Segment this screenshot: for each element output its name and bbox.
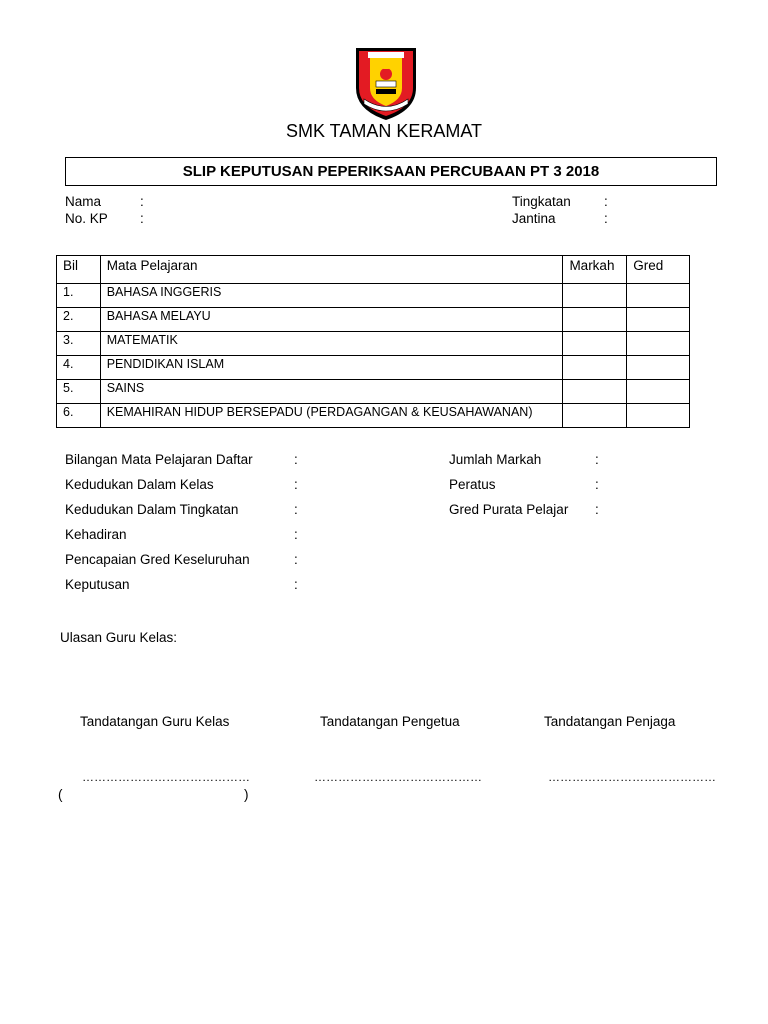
sign-line-guru-kelas: ……………………………………	[82, 770, 250, 784]
sign-penjaga-label: Tandatangan Penjaga	[544, 714, 676, 729]
summary-pencapaian-label: Pencapaian Gred Keseluruhan	[65, 552, 250, 567]
summary-gred-purata-label: Gred Purata Pelajar	[449, 502, 569, 517]
name-paren-close: )	[244, 787, 249, 802]
row-gred	[627, 332, 690, 356]
row-bil: 5.	[57, 380, 101, 404]
table-row	[57, 332, 690, 356]
tingkatan-colon: :	[604, 194, 608, 209]
nama-colon: :	[140, 194, 144, 209]
summary-peratus-label: Peratus	[449, 477, 496, 492]
row-subject: PENDIDIKAN ISLAM	[100, 356, 563, 380]
row-subject: MATEMATIK	[100, 332, 563, 356]
sign-line-pengetua: ……………………………………	[314, 770, 482, 784]
row-bil: 2.	[57, 308, 101, 332]
row-markah	[563, 284, 627, 308]
row-gred	[627, 308, 690, 332]
jantina-label: Jantina	[512, 211, 556, 226]
name-paren-open: (	[58, 787, 63, 802]
ulasan-label: Ulasan Guru Kelas:	[60, 630, 178, 645]
row-markah	[563, 404, 627, 428]
summary-colon: :	[294, 477, 298, 492]
school-crest-logo	[354, 44, 418, 122]
row-subject: BAHASA MELAYU	[100, 308, 563, 332]
slip-title: SLIP KEPUTUSAN PEPERIKSAAN PERCUBAAN PT 3 2018	[65, 157, 717, 186]
summary-jumlah-markah-label: Jumlah Markah	[449, 452, 542, 467]
summary-colon: :	[595, 452, 599, 467]
row-subject: KEMAHIRAN HIDUP BERSEPADU (PERDAGANGAN & KEUSAHAWANAN)	[100, 404, 563, 428]
row-bil: 3.	[57, 332, 101, 356]
nokp-colon: :	[140, 211, 144, 226]
table-row	[57, 380, 690, 404]
sign-pengetua-label: Tandatangan Pengetua	[320, 714, 460, 729]
summary-kedudukan-kelas-label: Kedudukan Dalam Kelas	[65, 477, 214, 492]
summary-colon: :	[294, 502, 298, 517]
summary-colon: :	[294, 577, 298, 592]
summary-colon: :	[294, 552, 298, 567]
results-table	[56, 255, 690, 428]
summary-bilangan-label: Bilangan Mata Pelajaran Daftar	[65, 452, 253, 467]
table-row	[57, 404, 690, 428]
school-name: SMK TAMAN KERAMAT	[285, 121, 483, 141]
summary-colon: :	[595, 477, 599, 492]
header-bil: Bil	[57, 256, 101, 284]
row-markah	[563, 380, 627, 404]
row-subject: SAINS	[100, 380, 563, 404]
row-bil: 6.	[57, 404, 101, 428]
table-header-row	[57, 256, 690, 284]
row-markah	[563, 356, 627, 380]
header-subject: Mata Pelajaran	[100, 256, 563, 284]
summary-kedudukan-tingkatan-label: Kedudukan Dalam Tingkatan	[65, 502, 239, 517]
row-markah	[563, 308, 627, 332]
sign-guru-kelas-label: Tandatangan Guru Kelas	[80, 714, 230, 729]
row-subject: BAHASA INGGERIS	[100, 284, 563, 308]
header-gred: Gred	[627, 256, 690, 284]
nama-label: Nama	[65, 194, 102, 209]
jantina-colon: :	[604, 211, 608, 226]
table-row	[57, 284, 690, 308]
row-bil: 4.	[57, 356, 101, 380]
tingkatan-label: Tingkatan	[512, 194, 571, 209]
row-gred	[627, 404, 690, 428]
row-gred	[627, 356, 690, 380]
summary-kehadiran-label: Kehadiran	[65, 527, 127, 542]
header-markah: Markah	[563, 256, 627, 284]
summary-colon: :	[294, 452, 298, 467]
summary-keputusan-label: Keputusan	[65, 577, 130, 592]
row-bil: 1.	[57, 284, 101, 308]
row-gred	[627, 284, 690, 308]
sign-line-penjaga: ……………………………………	[548, 770, 716, 784]
summary-colon: :	[294, 527, 298, 542]
row-gred	[627, 380, 690, 404]
row-markah	[563, 332, 627, 356]
nokp-label: No. KP	[65, 211, 108, 226]
table-row	[57, 356, 690, 380]
summary-colon: :	[595, 502, 599, 517]
table-row	[57, 308, 690, 332]
